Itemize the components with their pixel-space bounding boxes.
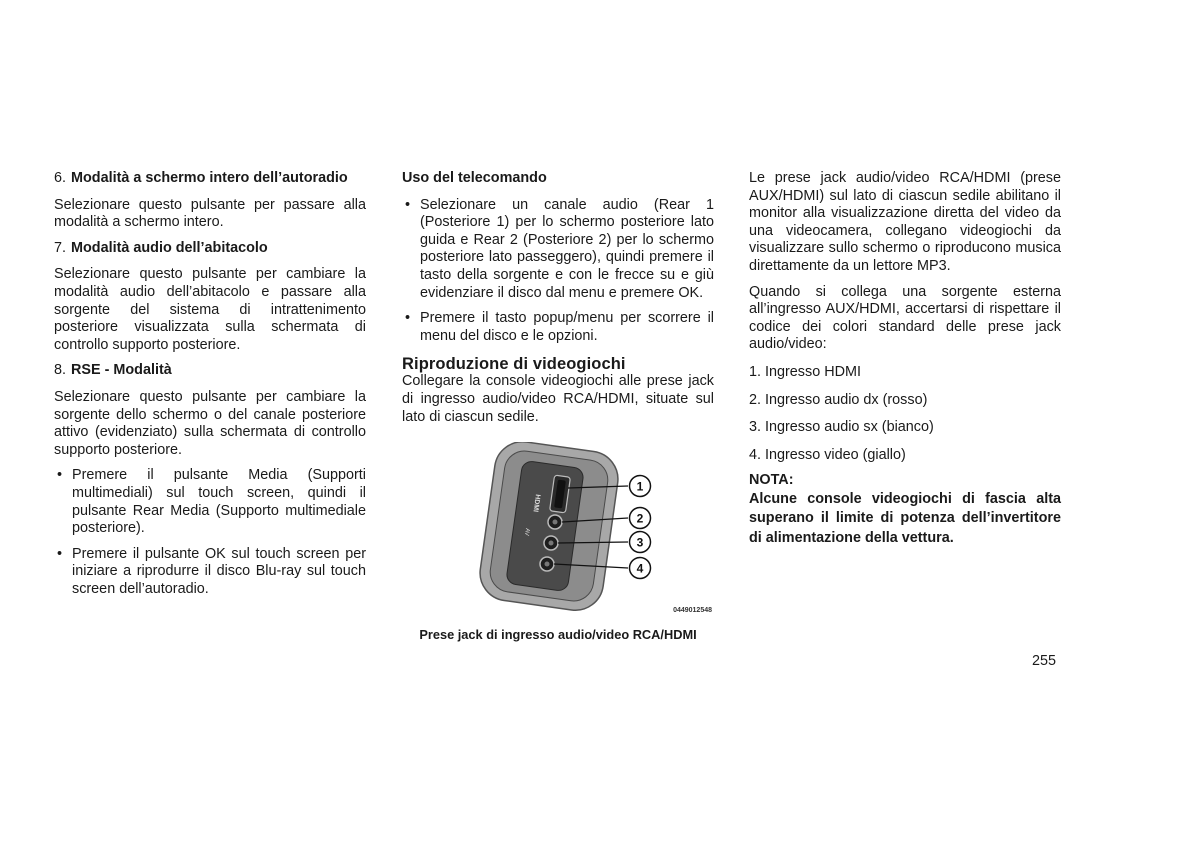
item-6-heading xyxy=(54,170,366,188)
section-text: Collegare la console videogiochi alle prese jack di ingresso audio/video RCA/HDMI, situate sul lato di ciascun sedile. xyxy=(402,373,714,425)
col1-bullet-list xyxy=(54,467,366,598)
bullet-text: Selezionare un canale audio (Rear 1 (Posteriore 1) per lo schermo posteriore lato guida e Rear 2 (Posteriore 2) per lo schermo posteriore lato passeggero), quindi premere il tasto della sorgente e con le frecce su e giù evidenziare il disco dal menu e premere OK. xyxy=(420,196,714,301)
callout-3-label: 3 xyxy=(636,535,644,550)
note-text: Alcune console videogiochi di fascia alta superano il limite di potenza dell’invertitore di alimentazione della vettura. xyxy=(749,490,1061,546)
col3-paragraph-1: Le prese jack audio/video RCA/HDMI (prese AUX/HDMI) sul lato di ciascun sedile abilitano il monitor alla visualizzazione diretta del video da una videocamera, collegano videogiochi da visualizzare sullo schermo o riproducono musica direttamente da un lettore MP3. xyxy=(749,170,1061,274)
list-item: 3. Ingresso audio sx (bianco) xyxy=(749,419,934,436)
column-right xyxy=(749,170,1061,548)
bullet-icon: • xyxy=(57,545,63,562)
item-8-number: 8. xyxy=(54,362,67,379)
column-middle xyxy=(402,170,714,426)
section-title: Riproduzione di videogiochi xyxy=(402,355,626,374)
page-number: 255 xyxy=(1032,653,1057,669)
col3-paragraph-2: Quando si collega una sorgente esterna all’ingresso AUX/HDMI, accertarsi di rispettare il codice dei colori standard delle prese jack audio/video: xyxy=(749,283,1061,353)
list-item xyxy=(402,310,714,345)
callout-2-label: 2 xyxy=(636,511,644,526)
item-7-heading xyxy=(54,240,366,258)
note-label: NOTA: xyxy=(749,472,794,489)
list-item: 2. Ingresso audio dx (rosso) xyxy=(749,391,928,408)
item-6-number: 6. xyxy=(54,170,67,186)
list-item xyxy=(54,467,366,537)
item-8-heading xyxy=(54,362,366,380)
bullet-text: Premere il pulsante OK sul touch screen per iniziare a riprodurre il disco Blu-ray sul touch screen dell’autoradio. xyxy=(72,545,366,597)
figure-caption: Prese jack di ingresso audio/video RCA/HDMI xyxy=(419,627,697,642)
panel-label-av: AV xyxy=(522,527,530,537)
bullet-icon: • xyxy=(405,310,411,327)
item-6-title: Modalità a schermo intero dell’autoradio xyxy=(71,170,348,186)
list-item: 4. Ingresso video (giallo) xyxy=(749,446,906,463)
bullet-text: Premere il pulsante Media (Supporti multimediali) sul touch screen, quindi il pulsante Rear Media (Supporto multimediale posteriore). xyxy=(72,467,366,537)
list-item xyxy=(54,546,366,599)
callout-1-label: 1 xyxy=(636,479,644,494)
jack-panel-illustration xyxy=(470,442,715,617)
list-item: 1. Ingresso HDMI xyxy=(749,363,861,380)
figure-code: 0449012548 xyxy=(673,607,712,614)
item-8-title: RSE - Modalità xyxy=(71,362,172,379)
item-7-number: 7. xyxy=(54,239,67,256)
remote-heading: Uso del telecomando xyxy=(402,170,547,186)
item-8-text: Selezionare questo pulsante per cambiare la sorgente dello schermo o del canale posteriore attivo (evidenziato) sulla schermata di controllo supporto posteriore. xyxy=(54,388,366,458)
item-7-text: Selezionare questo pulsante per cambiare la modalità audio dell’abitacolo e passare alla sorgente del sistema di intrattenimento posteriore visualizzata sulla schermata di controllo supporto posteriore. xyxy=(54,266,366,353)
callout-4-label: 4 xyxy=(636,561,644,576)
bullet-text: Premere il tasto popup/menu per scorrere il menu del disco e le opzioni. xyxy=(420,310,714,344)
item-7-title: Modalità audio dell’abitacolo xyxy=(71,239,268,256)
bullet-icon: • xyxy=(405,196,411,213)
list-item xyxy=(402,197,714,303)
jack-list xyxy=(749,364,1061,464)
jack-panel-figure xyxy=(470,442,715,617)
panel-label-hdmi: HDMI xyxy=(531,493,541,513)
item-6-text: Selezionare questo pulsante per passare alla modalità a schermo intero. xyxy=(54,196,366,231)
column-left xyxy=(54,170,366,606)
col2-bullet-list xyxy=(402,197,714,346)
bullet-icon: • xyxy=(57,467,63,484)
